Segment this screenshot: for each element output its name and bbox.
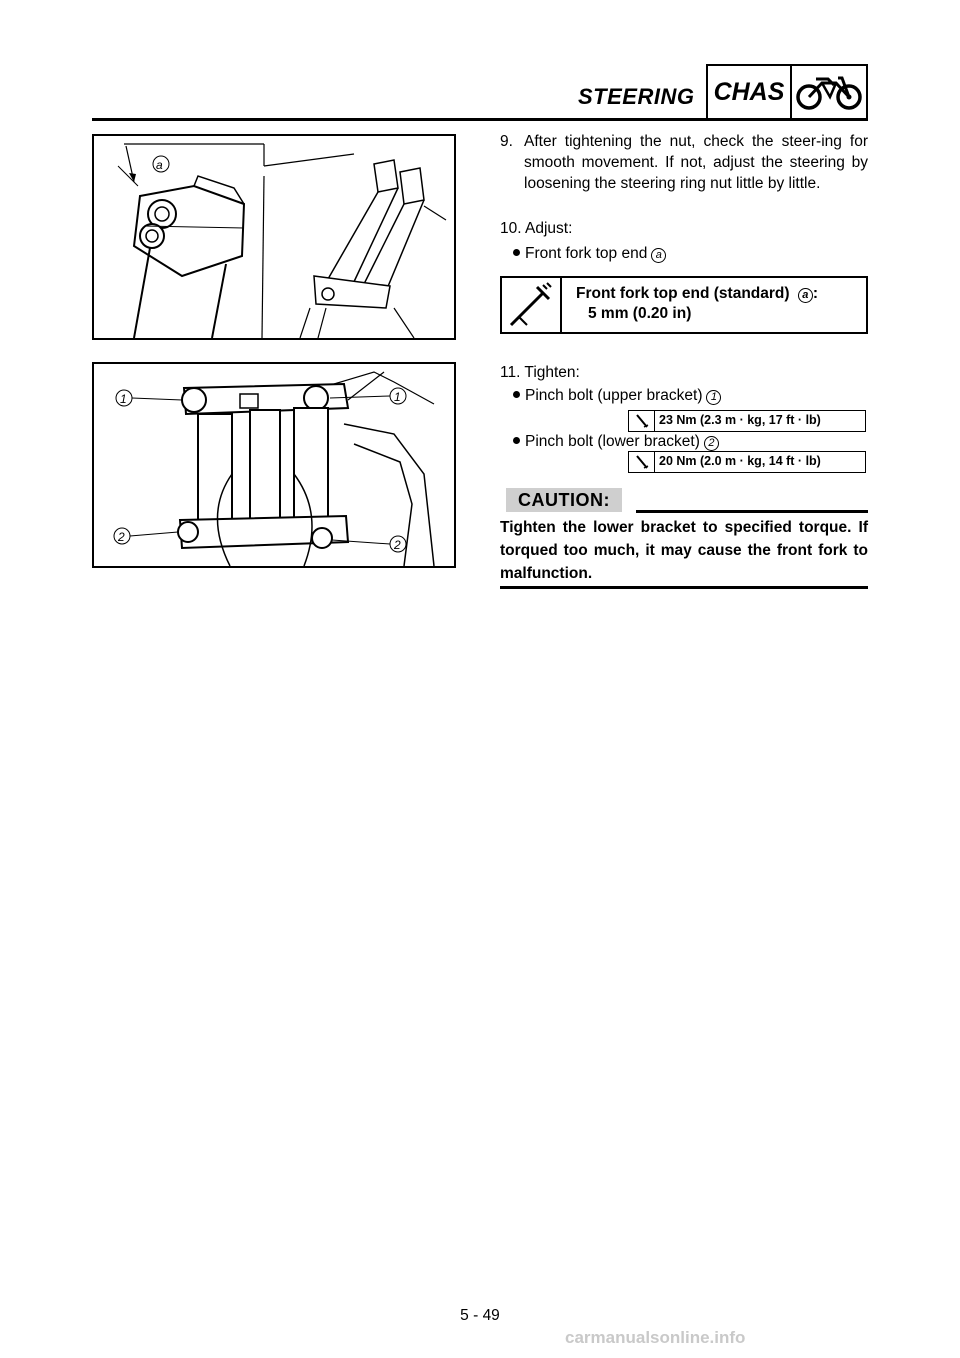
step-11-bullet-2	[513, 431, 719, 452]
caution-rule-bottom	[500, 586, 868, 589]
step-11-label: 11. Tighten:	[500, 364, 580, 381]
section-badge	[706, 64, 868, 120]
torque-spec-lower	[628, 451, 866, 473]
step-11-bullet-1-text: Pinch bolt (upper bracket)	[525, 387, 703, 404]
callout-1-left: 1	[120, 392, 127, 406]
ref-2: 2	[704, 436, 719, 451]
ref-a: a	[651, 248, 666, 263]
caution-rule-top	[636, 510, 868, 513]
fork-top-end-illustration	[92, 134, 456, 340]
bullet-icon	[513, 391, 520, 398]
caliper-icon	[502, 278, 562, 332]
page-title: STEERING	[578, 84, 695, 109]
torque-wrench-icon	[629, 452, 655, 472]
torque-spec-lower-text: 20 Nm (2.0 m · kg, 14 ft · lb)	[659, 454, 821, 468]
spec-line1: Front fork top end (standard)	[576, 285, 790, 302]
callout-2-left: 2	[118, 530, 125, 544]
callout-2-right: 2	[394, 538, 401, 552]
caution-label: CAUTION:	[506, 488, 622, 512]
step-10-label: 10. Adjust:	[500, 220, 573, 237]
spec-ref-a: a	[798, 288, 813, 303]
step-10-bullet-text: Front fork top end	[525, 245, 648, 262]
step-9	[500, 131, 868, 194]
step-11-bullet-2-text: Pinch bolt (lower bracket)	[525, 433, 700, 450]
torque-spec-upper	[628, 410, 866, 432]
callout-1-right: 1	[394, 390, 401, 404]
spec-line1-suffix: :	[812, 285, 819, 302]
section-code: CHAS	[708, 66, 792, 118]
bullet-icon	[513, 437, 520, 444]
pinch-bolt-illustration	[92, 362, 456, 568]
ref-1: 1	[706, 390, 721, 405]
torque-spec-upper-text: 23 Nm (2.3 m · kg, 17 ft · lb)	[659, 413, 821, 427]
callout-a: a	[156, 158, 163, 172]
caution-text: Tighten the lower bracket to specified torque. If torqued too much, it may cause the front fork to malfunction.	[500, 519, 868, 582]
step-9-text: After tightening the nut, check the steer-ing for smooth movement. If not, adjust the steering by loosening the steering ring nut little by little.	[524, 133, 868, 192]
spec-box	[500, 276, 868, 334]
page-number: 5 - 49	[460, 1307, 500, 1324]
motorcycle-icon	[792, 66, 866, 118]
step-11-bullet-1	[513, 385, 721, 406]
spec-line2: 5 mm (0.20 in)	[588, 305, 692, 322]
torque-wrench-icon	[629, 411, 655, 431]
watermark: carmanualsonline.info	[565, 1328, 746, 1347]
spec-text	[562, 278, 818, 332]
bullet-icon	[513, 249, 520, 256]
step-9-number: 9.	[500, 133, 513, 150]
step-10-bullet	[513, 243, 666, 264]
